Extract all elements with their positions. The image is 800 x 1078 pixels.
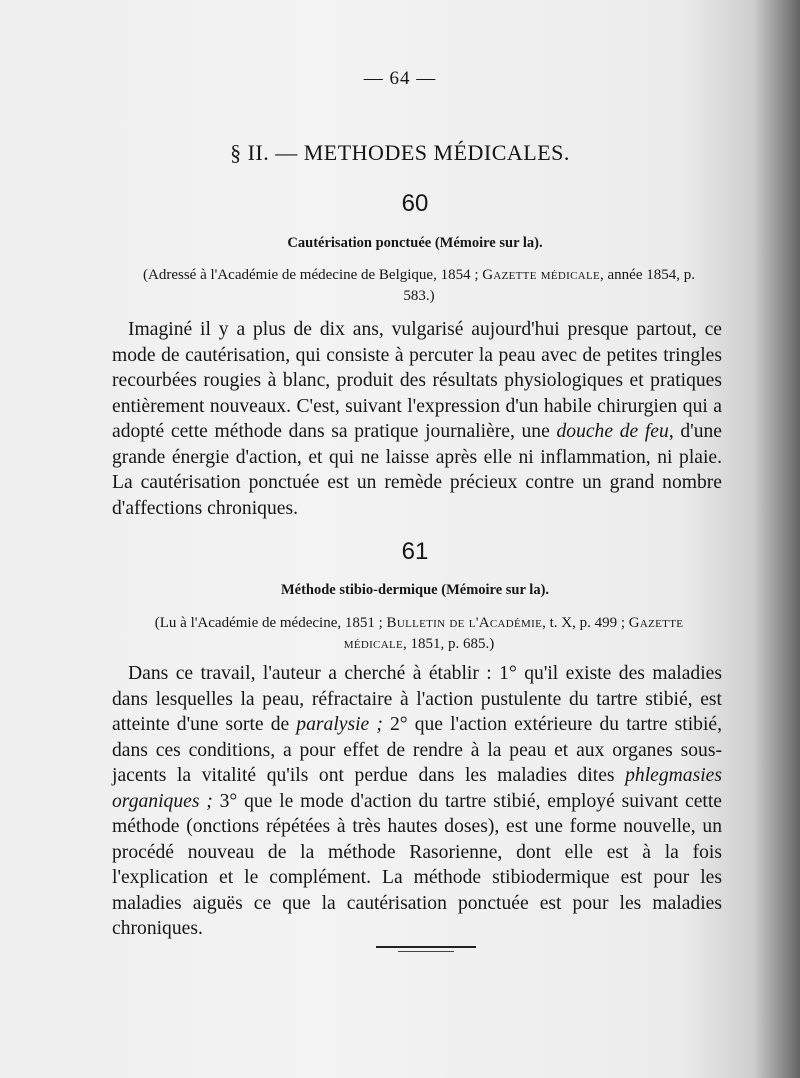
reference-prefix: (Adressé à l'Académie de médecine de Belgique, 1854 ;	[143, 267, 483, 283]
reference-suffix: , année 1854, p. 583.)	[403, 267, 695, 304]
entry-title-60: Cautérisation ponctuée (Mémoire sur la).	[287, 235, 543, 251]
paragraph-text: 2° que l'action extérieure du tartre stibié, dans ces conditions, a pour effet de rendre à la peau et aux organes sous-jacents la vitalité qu'ils ont perdue dans les maladies dites	[112, 714, 722, 786]
paragraph-text: Dans ce travail, l'auteur a cherché à établir : 1° qu'il existe des maladies dans lesquelles la peau, réfractaire à l'action pustulente du tartre stibié, est atteinte d'une sorte de	[112, 663, 722, 735]
paragraph-text: 3° que le mode d'action du tartre stibié, employé suivant cette méthode (onctions répétées à très hautes doses), est une forme nouvelle, un procédé nouveau de la méthode Rasorienne, dont elle est à la fois l'explication et le complément. La méthode stibiodermique est pour les maladies aiguës ce que la cautérisation ponctuée est pour les maladies chroniques.	[112, 790, 722, 939]
entry-paragraph-61	[112, 661, 722, 942]
paragraph-emphasis: phlegmasies organiques ;	[112, 765, 722, 812]
entry-number-60: 60	[401, 190, 429, 217]
paragraph-text: , d'une grande énergie d'action, et qui ne laisse après elle ni inflammation, ni plaie. La cautérisation ponctuée est un remède précieux contre un grand nombre d'affections chroniques.	[112, 421, 722, 519]
page-number: — 64 —	[363, 68, 437, 89]
paragraph-emphasis: paralysie ;	[296, 714, 383, 735]
entry-reference-60	[128, 265, 710, 307]
paragraph-emphasis: douche de feu	[556, 421, 669, 442]
reference-suffix: , 1851, p. 685.)	[402, 636, 495, 652]
section-title: § II. — METHODES MÉDICALES.	[230, 140, 570, 165]
paragraph-text: Imaginé il y a plus de dix ans, vulgarisé aujourd'hui presque partout, ce mode de cautérisation, qui consiste à percuter la peau avec de petites tringles recourbées rougies à blanc, produit des résultats physiologiques et pratiques entièrement nouveaux. C'est, suivant l'expression d'un habile chirurgien qui a adopté cette méthode dans sa pratique journalière, une	[112, 319, 722, 442]
reference-prefix: (Lu à l'Académie de médecine, 1851 ;	[154, 615, 387, 631]
reference-journal: Bulletin de l'Académie	[386, 615, 543, 631]
entry-paragraph-60	[112, 317, 722, 521]
entry-number-61: 61	[401, 538, 429, 565]
entry-title-61: Méthode stibio-dermique (Mémoire sur la).	[280, 582, 550, 598]
reference-journal: Gazette médicale	[343, 615, 684, 652]
reference-middle: , t. X, p. 499 ;	[542, 615, 629, 631]
entry-reference-61	[128, 613, 710, 655]
reference-journal: Gazette médicale	[482, 267, 600, 283]
end-rule-divider	[376, 946, 476, 948]
